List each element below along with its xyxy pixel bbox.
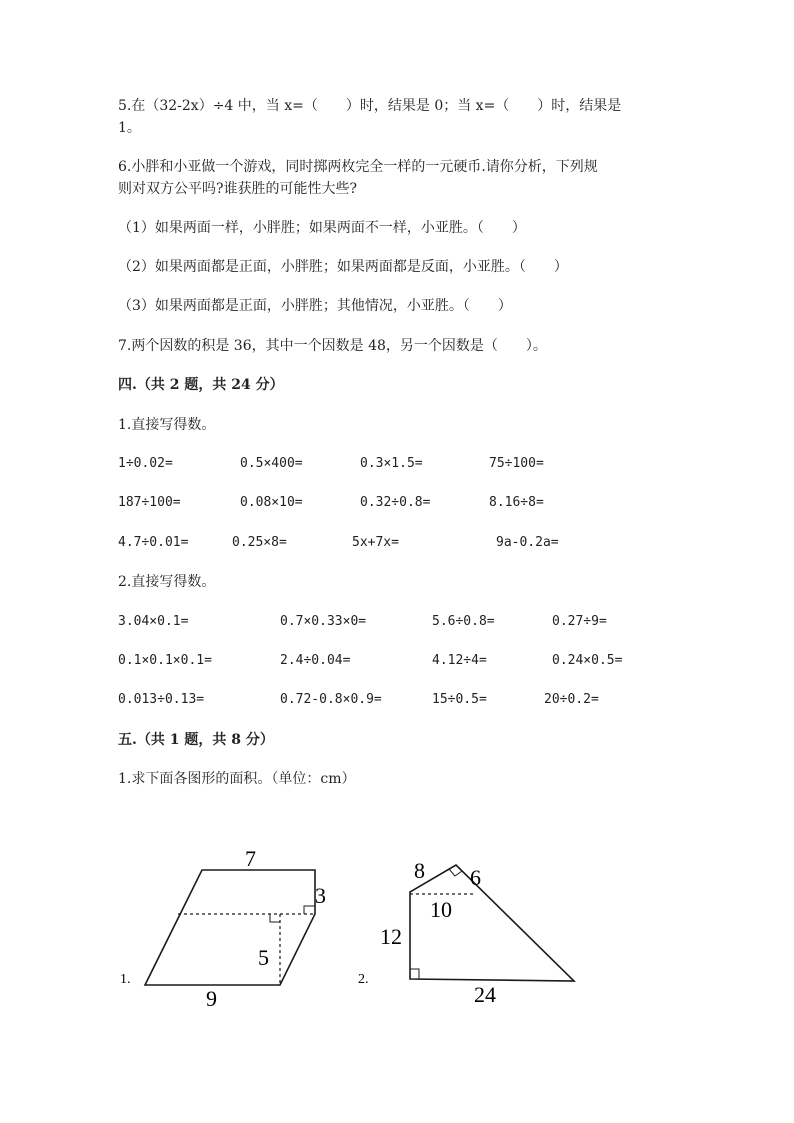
figure-1-bottom: 9 [206, 986, 217, 1010]
calc-cell: 0.5×400= [240, 456, 303, 471]
calc-cell: 0.24×0.5= [552, 653, 623, 668]
calc-cell: 0.013÷0.13= [118, 692, 205, 707]
figure-1-top: 7 [245, 846, 256, 871]
calc-cell: 0.1×0.1×0.1= [118, 653, 212, 668]
figure-2-left: 12 [380, 924, 402, 949]
calc-cell: 4.7÷0.01= [118, 535, 189, 550]
section5-p1-title: 1.求下面各图形的面积。（单位：cm） [118, 771, 356, 787]
calc-cell: 1÷0.02= [118, 456, 173, 471]
figure-1-label: 1. [120, 972, 131, 987]
q6-option-2: （2）如果两面都是正面，小胖胜；如果两面都是反面，小亚胜。（ ） [118, 259, 568, 275]
calc-cell: 0.3×1.5= [360, 456, 423, 471]
figure-1 [110, 840, 350, 1010]
q5-line1: 5.在（32-2x）÷4 中，当 x=（ ）时，结果是 0；当 x=（ ）时，结果是 [118, 98, 622, 114]
calc-cell: 20÷0.2= [544, 692, 599, 707]
figure-1-height: 5 [258, 945, 269, 970]
q6-line1: 6.小胖和小亚做一个游戏，同时掷两枚完全一样的一元硬币.请你分析，下列规 [118, 159, 598, 175]
section5-heading: 五.（共 1 题，共 8 分） [118, 732, 274, 748]
calc-cell: 75÷100= [489, 456, 544, 471]
calc-cell: 4.12÷4= [432, 653, 487, 668]
calc-cell: 8.16÷8= [489, 495, 544, 510]
figure-2-label: 2. [358, 972, 369, 987]
figure-1-shape [145, 870, 315, 985]
calc-cell: 3.04×0.1= [118, 614, 189, 629]
figure-2-bottom: 24 [474, 982, 496, 1007]
calc-cell: 0.27÷9= [552, 614, 607, 629]
q6-option-3: （3）如果两面都是正面，小胖胜；其他情况，小亚胜。（ ） [118, 298, 512, 314]
figure-1-right-angle [304, 906, 315, 914]
q7-text: 7.两个因数的积是 36，其中一个因数是 48，另一个因数是（ ）。 [118, 338, 547, 354]
figure-2-slant-left: 8 [414, 858, 425, 883]
q6-line2: 则对双方公平吗?谁获胜的可能性大些? [118, 181, 358, 197]
figure-1-right-angle [270, 914, 280, 922]
section4-p1-title: 1.直接写得数。 [118, 417, 216, 433]
calc-cell: 5.6÷0.8= [432, 614, 495, 629]
q6-option-1: （1）如果两面一样，小胖胜；如果两面不一样，小亚胜。（ ） [118, 220, 526, 236]
q5-line2: 1。 [118, 120, 141, 136]
calc-cell: 0.25×8= [232, 535, 287, 550]
calc-cell: 9a-0.2a= [496, 535, 559, 550]
figure-2-right-angle [410, 969, 419, 979]
figure-2-shape [410, 865, 574, 981]
calc-cell: 15÷0.5= [432, 692, 487, 707]
section4-p2-title: 2.直接写得数。 [118, 574, 216, 590]
figure-1-side: 3 [315, 883, 326, 908]
calc-cell: 0.7×0.33×0= [280, 614, 367, 629]
section4-heading: 四.（共 2 题，共 24 分） [118, 377, 284, 393]
figure-2-dash: 10 [430, 897, 452, 922]
calc-cell: 0.72-0.8×0.9= [280, 692, 382, 707]
calc-cell: 5x+7x= [352, 535, 399, 550]
calc-cell: 0.32÷0.8= [360, 495, 431, 510]
calc-cell: 187÷100= [118, 495, 181, 510]
calc-cell: 2.4÷0.04= [280, 653, 351, 668]
figure-2-slant-right: 6 [470, 865, 481, 890]
calc-cell: 0.08×10= [240, 495, 303, 510]
figure-2 [352, 840, 592, 1010]
